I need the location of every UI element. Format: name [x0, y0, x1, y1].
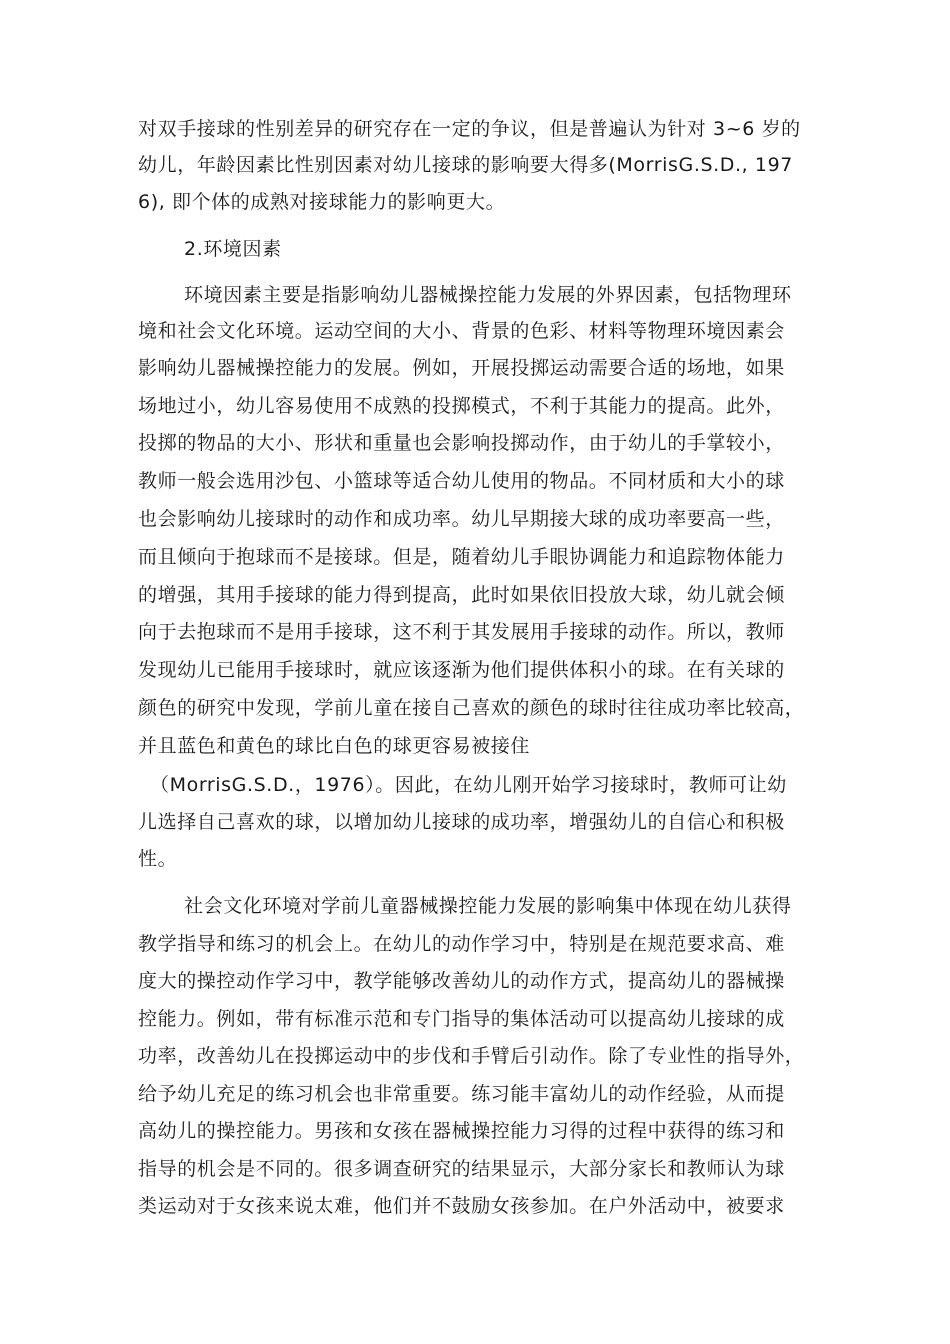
text-line: 向于去抱球而不是用手接球，这不利于其发展用手接球的动作。所以，教师 — [138, 621, 785, 643]
text-line: 类运动对于女孩来说太难，他们并不鼓励女孩参加。在户外活动中，被要求 — [138, 1195, 785, 1217]
text-line: 发现幼儿已能用手接球时，就应该逐渐为他们提供体积小的球。在有关球的 — [138, 659, 785, 681]
text-line: 而且倾向于抱球而不是接球。但是，随着幼儿手眼协调能力和追踪物体能力 — [138, 546, 785, 568]
text-line: 境和社会文化环境。运动空间的大小、背景的色彩、材料等物理环境因素会 — [138, 320, 785, 342]
text-line: 教师一般会选用沙包、小篮球等适合幼儿使用的物品。不同材质和大小的球 — [138, 470, 785, 492]
text-line: 投掷的物品的大小、形状和重量也会影响投掷动作，由于幼儿的手掌较小， — [138, 432, 785, 454]
text-line: 场地过小，幼儿容易使用不成熟的投掷模式，不利于其能力的提高。此外， — [138, 395, 785, 417]
text-line: 性。 — [138, 848, 178, 870]
text-line: 功率，改善幼儿在投掷运动中的步伐和手臂后引动作。除了专业性的指导外， — [138, 1045, 805, 1067]
citation-line: （MorrisG.S.D.，1976）。因此，在幼儿刚开始学习接球时，教师可让幼 — [150, 774, 787, 796]
text-line: 并且蓝色和黄色的球比白色的球更容易被接住 — [138, 735, 531, 757]
text-line: 给予幼儿充足的练习机会也非常重要。练习能丰富幼儿的动作经验，从而提 — [138, 1083, 785, 1105]
text-line: 也会影响幼儿接球时的动作和成功率。幼儿早期接大球的成功率要高一些， — [138, 508, 785, 530]
text-line: 幼儿，年龄因素比性别因素对幼儿接球的影响要大得多(MorrisG.S.D., 197 — [138, 154, 793, 176]
paragraph-first-line: 环境因素主要是指影响幼儿器械操控能力发展的外界因素，包括物理环 — [184, 284, 792, 306]
text-line: 教学指导和练习的机会上。在幼儿的动作学习中，特别是在规范要求高、难 — [138, 933, 785, 955]
section-heading: 2.环境因素 — [184, 238, 282, 260]
text-line: 指导的机会是不同的。很多调查研究的结果显示，大部分家长和教师认为球 — [138, 1158, 785, 1180]
text-line: 颜色的研究中发现，学前儿童在接自己喜欢的颜色的球时往往成功率比较高， — [138, 697, 805, 719]
paragraph-first-line: 社会文化环境对学前儿童器械操控能力发展的影响集中体现在幼儿获得 — [184, 895, 792, 917]
text-line: 度大的操控动作学习中，教学能够改善幼儿的动作方式，提高幼儿的器械操 — [138, 970, 785, 992]
text-line: 高幼儿的操控能力。男孩和女孩在器械操控能力习得的过程中获得的练习和 — [138, 1120, 785, 1142]
text-line: 影响幼儿器械操控能力的发展。例如，开展投掷运动需要合适的场地，如果 — [138, 357, 785, 379]
text-line: 对双手接球的性别差异的研究存在一定的争议，但是普遍认为针对 3~6 岁的 — [138, 118, 801, 140]
text-line: 的增强，其用手接球的能力得到提高，此时如果依旧投放大球，幼儿就会倾 — [138, 584, 785, 606]
text-line: 儿选择自己喜欢的球，以增加幼儿接球的成功率，增强幼儿的自信心和积极 — [138, 811, 785, 833]
text-line: 6), 即个体的成熟对接球能力的影响更大。 — [138, 191, 506, 213]
text-line: 控能力。例如，带有标准示范和专门指导的集体活动可以提高幼儿接球的成 — [138, 1008, 785, 1030]
